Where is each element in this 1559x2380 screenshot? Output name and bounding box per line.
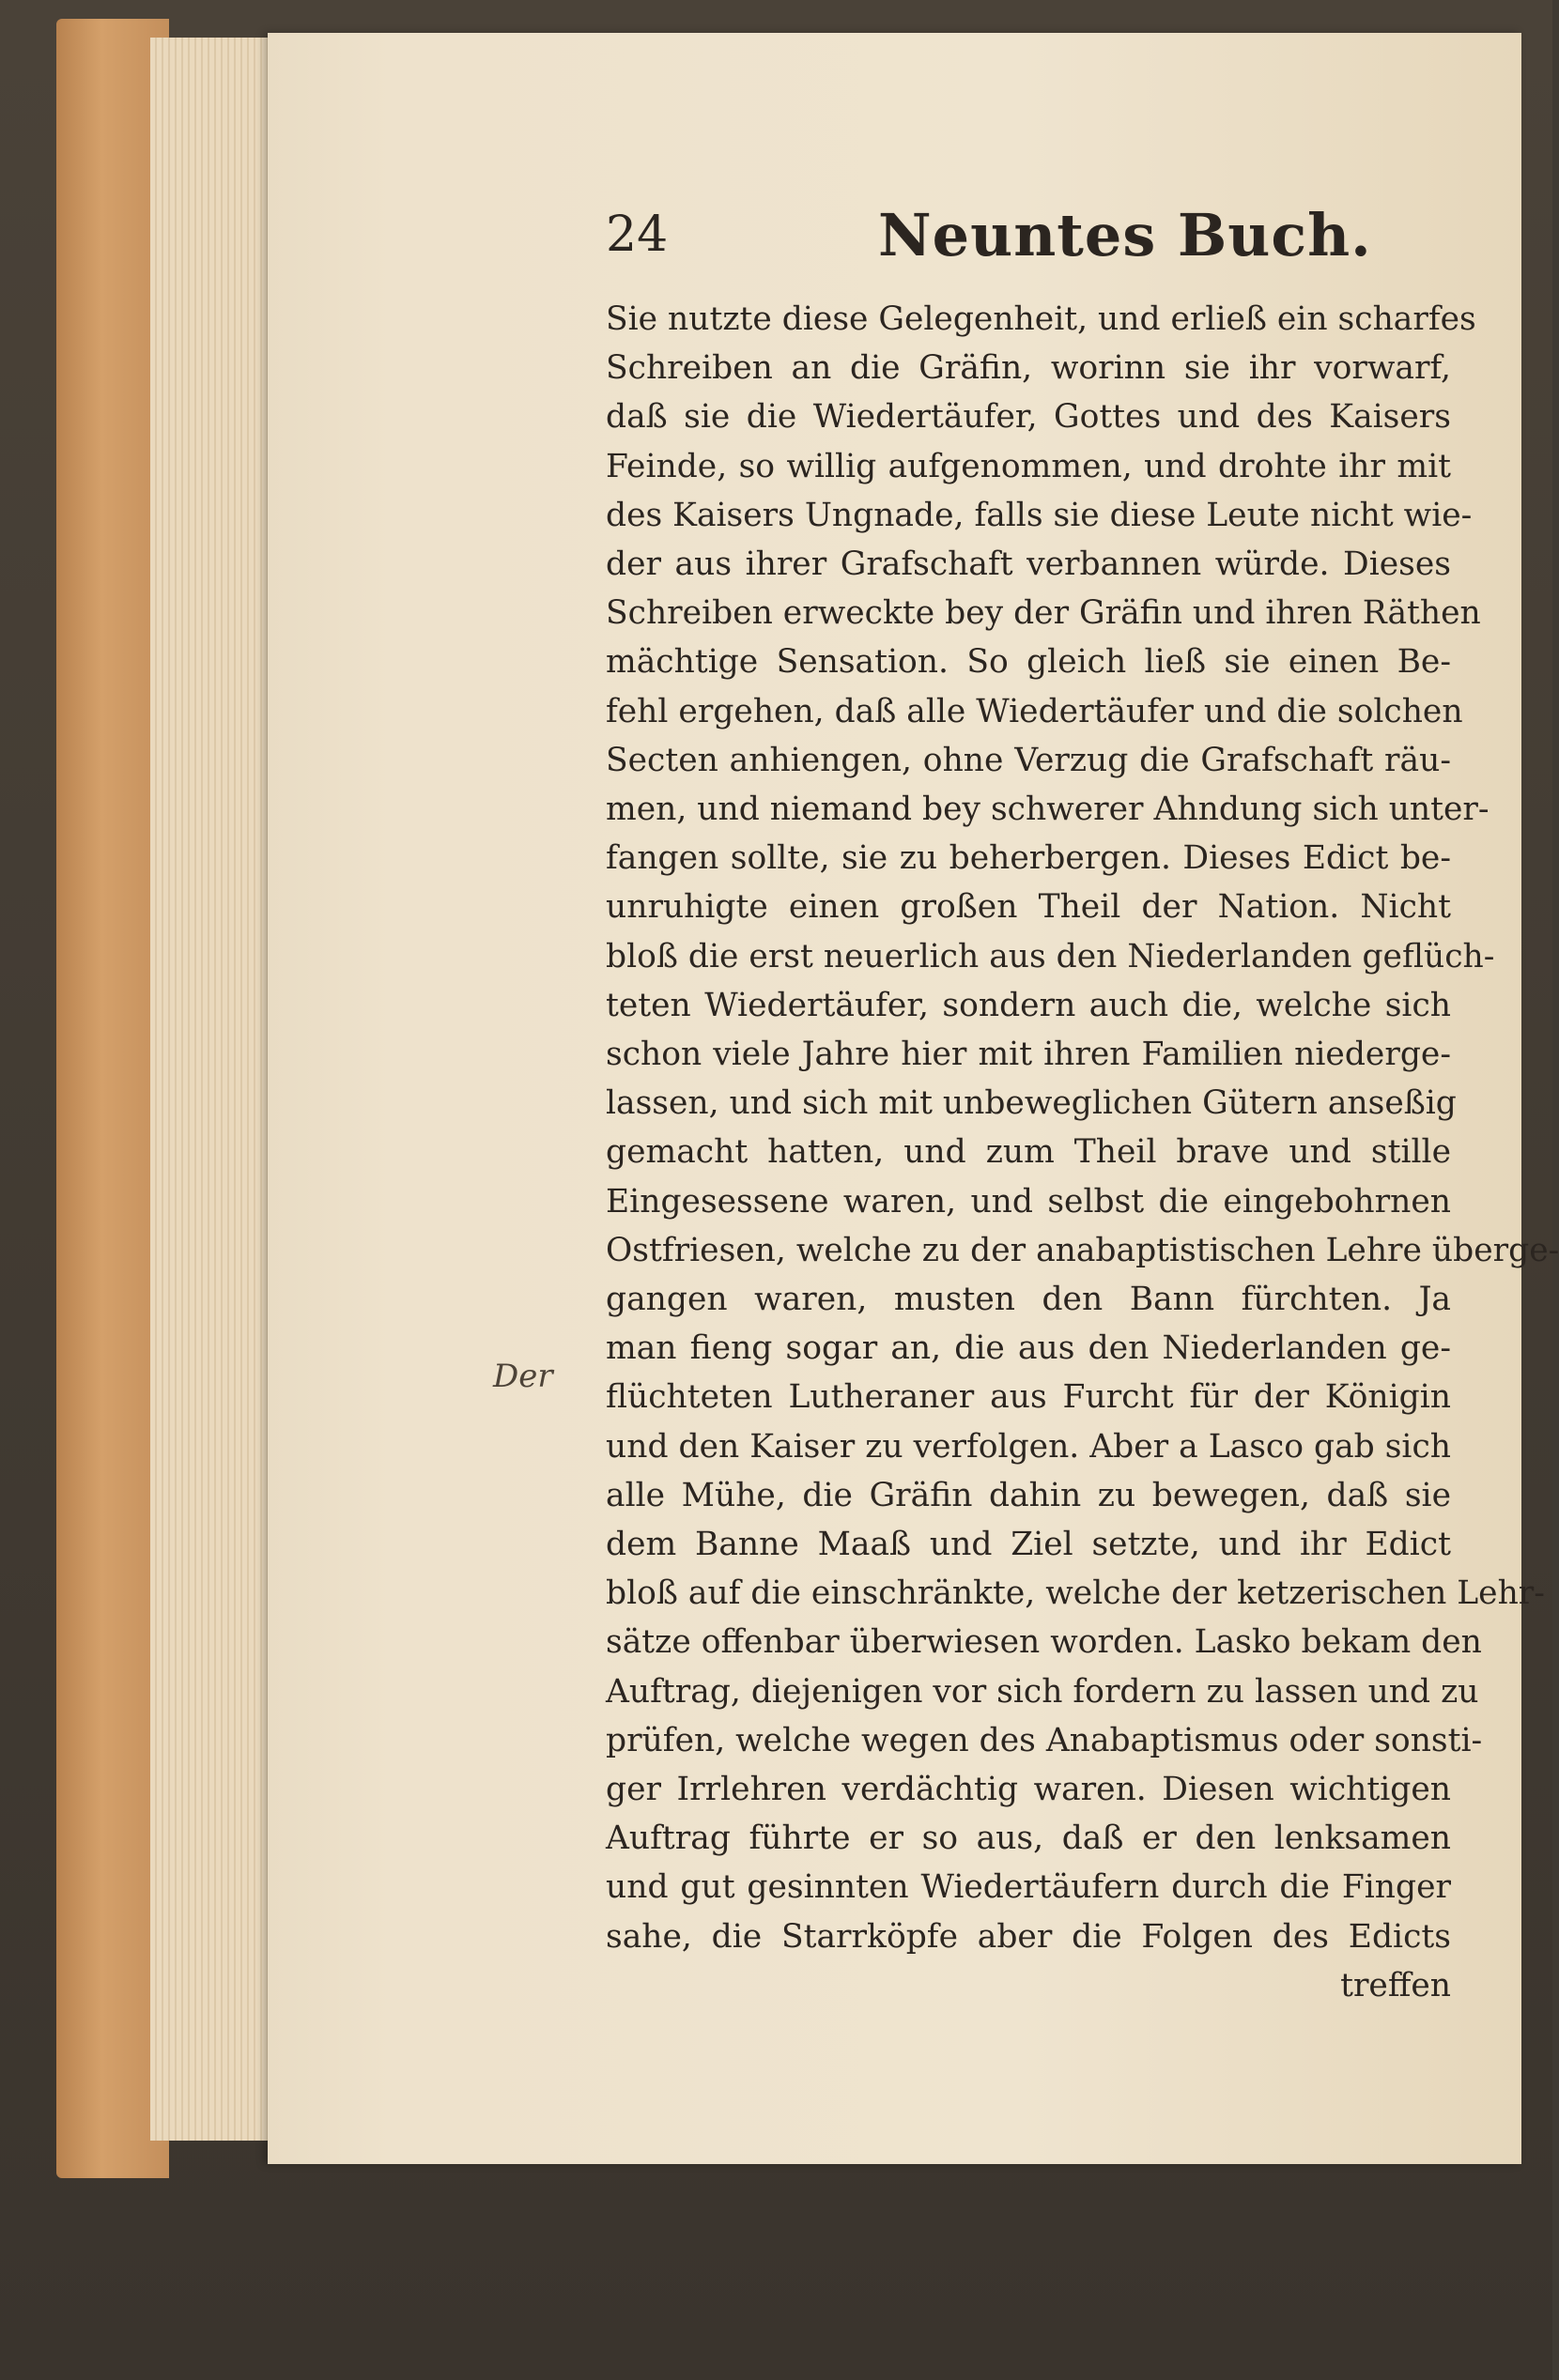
text-line: ger Irrlehren verdächtig waren. Diesen wichtigen [606,1771,1451,1808]
running-title: Neuntes Buch. [878,201,1372,269]
text-line: Schreiben an die Gräfin, worinn sie ihr vorwarf, [606,349,1451,388]
text-line: Sie nutzte diese Gelegenheit, und erließ ein scharfes [606,300,1476,338]
text-line: daß sie die Wiedertäufer, Gottes und des Kaisers [606,398,1451,437]
text-line: Eingesessene waren, und selbst die eingebohrnen [606,1182,1451,1221]
text-line: Secten anhiengen, ohne Verzug die Grafschaft räu- [606,741,1451,779]
text-line: Feinde, so willig aufgenommen, und drohte ihr mit [606,447,1451,485]
text-line: Auftrag führte er so aus, daß er den lenksamen [606,1820,1451,1858]
text-line: flüchteten Lutheraner aus Furcht für der Königin [606,1378,1451,1417]
text-line: gangen waren, musten den Bann fürchten. Ja [606,1281,1451,1318]
text-line: fangen sollte, sie zu beherbergen. Dieses Edict be- [606,839,1451,878]
margin-note: Der [493,1358,553,1395]
text-line: des Kaisers Ungnade, falls sie diese Leute nicht wie- [606,496,1473,534]
text-line: bloß die erst neuerlich aus den Niederlanden geflüch- [606,937,1495,975]
text-line: unruhigte einen großen Theil der Nation. Nicht [606,888,1451,927]
text-line: schon viele Jahre hier mit ihren Familien niederge- [606,1036,1451,1073]
text-line: teten Wiedertäufer, sondern auch die, welche sich [606,986,1451,1024]
text-line: der aus ihrer Grafschaft verbannen würde. Dieses [606,545,1451,583]
text-line: bloß auf die einschränkte, welche der ketzerischen Lehr- [606,1574,1545,1613]
text-line: und den Kaiser zu verfolgen. Aber a Lasco gab sich [606,1427,1451,1466]
text-line: man fieng sogar an, die aus den Niederlanden ge- [606,1329,1451,1368]
page-header [606,201,1451,282]
text-line: men, und niemand bey schwerer Ahndung sich unter- [606,791,1490,828]
text-line: gemacht hatten, und zum Theil brave und stille [606,1133,1451,1172]
text-line: Ostfriesen, welche zu der anabaptistischen Lehre überge- [606,1231,1559,1269]
text-line: alle Mühe, die Gräfin dahin zu bewegen, daß sie [606,1476,1451,1514]
text-line: sätze offenbar überwiesen worden. Lasko bekam den [606,1623,1482,1662]
text-line: lassen, und sich mit unbeweglichen Gütern anseßig [606,1084,1457,1123]
text-line: und gut gesinnten Wiedertäufern durch die Finger [606,1868,1451,1907]
text-line: sahe, die Starrköpfe aber die Folgen des Edicts [606,1917,1451,1956]
text-line: dem Banne Maaß und Ziel setzte, und ihr Edict [606,1526,1451,1563]
text-line: fehl ergehen, daß alle Wiedertäufer und die solchen [606,692,1463,730]
text-line: prüfen, welche wegen des Anabaptismus oder sonsti- [606,1721,1483,1759]
text-line: Auftrag, diejenigen vor sich fordern zu lassen und zu [606,1672,1479,1711]
text-line: Schreiben erweckte bey der Gräfin und ihren Räthen [606,594,1481,633]
text-line: treffen [1340,1966,1451,2004]
page-number: 24 [606,207,669,263]
page-stack-edges [150,38,272,2141]
text-line: mächtige Sensation. So gleich ließ sie einen Be- [606,643,1451,682]
